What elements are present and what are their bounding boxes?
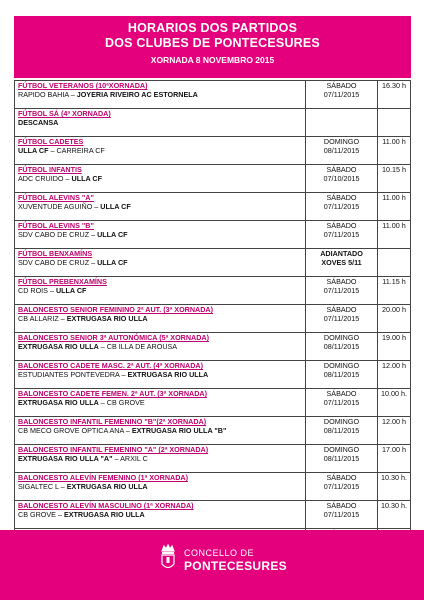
match-day: DOMINGO bbox=[323, 417, 360, 426]
table-row bbox=[15, 137, 411, 165]
team-name-highlight: EXTRUGASA RIO ULLA "A" bbox=[18, 454, 113, 463]
team-name: XUVENTUDE AGUIÑO – bbox=[18, 202, 101, 211]
match-date: 08/11/2015 bbox=[323, 454, 360, 463]
team-name: – CB ILLA DE AROUSA bbox=[98, 342, 178, 351]
team-name-highlight: EXTRUGASA RIO ULLA bbox=[18, 342, 99, 351]
match-teams bbox=[18, 118, 302, 127]
match-time: 17.00 h bbox=[378, 445, 411, 473]
match-teams bbox=[18, 286, 302, 295]
match-day: SÁBADO bbox=[326, 165, 357, 174]
competition-label: FÚTBOL ALEVINS "B" bbox=[18, 221, 94, 230]
match-teams bbox=[18, 398, 302, 407]
match-teams bbox=[18, 482, 302, 491]
team-name-highlight: ULLA CF bbox=[55, 286, 87, 295]
table-row bbox=[15, 81, 411, 109]
match-cell bbox=[15, 193, 306, 221]
match-time: 12.00 h bbox=[378, 361, 411, 389]
municipal-crest-icon bbox=[158, 542, 178, 572]
competition-label: BALONCESTO CADETE FEMEN. 2ª AUT. (3ª XORNADA) bbox=[18, 389, 208, 398]
match-date: 08/11/2015 bbox=[323, 370, 360, 379]
match-date: 08/11/2015 bbox=[323, 342, 360, 351]
table-row bbox=[15, 389, 411, 417]
match-time bbox=[378, 109, 411, 137]
header-title-line1: HORARIOS DOS PARTIDOS bbox=[127, 21, 298, 35]
team-name-highlight: EXTRUGASA RIO ULLA bbox=[18, 398, 99, 407]
match-time: 11.00 h bbox=[378, 193, 411, 221]
match-day: SÁBADO bbox=[326, 305, 357, 314]
competition-label: FÚTBOL INFANTIS bbox=[18, 165, 82, 174]
date-cell bbox=[306, 417, 378, 445]
competition-label: BALONCESTO SENIOR 3ª AUTONÓMICA (5ª XORNADA) bbox=[18, 333, 210, 342]
header-title-line2: DOS CLUBES DE PONTECESURES bbox=[105, 36, 320, 50]
team-name: SDV CABO DE CRUZ – bbox=[18, 230, 98, 239]
team-name: RAPIDO BAHIA – bbox=[18, 90, 77, 99]
match-cell bbox=[15, 473, 306, 501]
table-row bbox=[15, 193, 411, 221]
match-cell bbox=[15, 333, 306, 361]
match-day: SÁBADO bbox=[326, 277, 357, 286]
competition-label: BALONCESTO INFANTIL FEMENINO "B"(2ª XORNADA) bbox=[18, 417, 207, 426]
team-name-highlight: ULLA CF bbox=[97, 258, 128, 267]
match-time: 11.15 h bbox=[378, 277, 411, 305]
team-name-highlight: EXTRUGASA RIO ULLA bbox=[66, 482, 148, 491]
date-cell bbox=[306, 501, 378, 529]
match-teams bbox=[18, 258, 302, 267]
match-teams bbox=[18, 342, 302, 351]
team-name-highlight: EXTRUGASA RIO ULLA "B" bbox=[131, 426, 227, 435]
competition-label: BALONCESTO INFANTIL FEMENINO "A" (2ª XORNADA) bbox=[18, 445, 209, 454]
table-row bbox=[15, 501, 411, 529]
table-row bbox=[15, 417, 411, 445]
team-name: ADC CRUIDO – bbox=[18, 174, 72, 183]
table-row bbox=[15, 165, 411, 193]
match-teams bbox=[18, 146, 302, 155]
team-name: – CARREIRA CF bbox=[48, 146, 105, 155]
match-date: XOVES 5/11 bbox=[321, 258, 362, 267]
table-row bbox=[15, 333, 411, 361]
footer-line2: PONTECESURES bbox=[184, 559, 287, 573]
date-cell bbox=[306, 137, 378, 165]
match-teams bbox=[18, 454, 302, 463]
match-teams bbox=[18, 90, 302, 99]
date-cell bbox=[306, 445, 378, 473]
table-row bbox=[15, 277, 411, 305]
match-cell bbox=[15, 361, 306, 389]
match-date: 07/11/2015 bbox=[323, 90, 360, 99]
date-cell bbox=[306, 389, 378, 417]
table-row bbox=[15, 445, 411, 473]
competition-label: FÚTBOL ALEVINS "A" bbox=[18, 193, 94, 202]
match-cell bbox=[15, 501, 306, 529]
match-time: 16.30 h bbox=[378, 81, 411, 109]
team-name: – ARXIL C bbox=[112, 454, 148, 463]
match-time: 10.15 h bbox=[378, 165, 411, 193]
table-row bbox=[15, 249, 411, 277]
match-cell bbox=[15, 305, 306, 333]
match-day: DOMINGO bbox=[323, 333, 360, 342]
match-date: 07/11/2015 bbox=[323, 286, 360, 295]
table-row bbox=[15, 109, 411, 137]
match-date: 07/11/2015 bbox=[323, 314, 360, 323]
team-name: – CB GROVE bbox=[98, 398, 145, 407]
date-cell bbox=[306, 193, 378, 221]
match-teams bbox=[18, 314, 302, 323]
match-day: DOMINGO bbox=[323, 137, 360, 146]
match-date: 08/11/2015 bbox=[323, 426, 360, 435]
match-cell bbox=[15, 81, 306, 109]
match-day: SÁBADO bbox=[326, 81, 357, 90]
date-cell bbox=[306, 361, 378, 389]
date-cell bbox=[306, 473, 378, 501]
competition-label: FÚTBOL SÁ (4ª XORNADA) bbox=[18, 109, 111, 118]
match-date: 07/11/2015 bbox=[323, 398, 360, 407]
match-day: DOMINGO bbox=[323, 361, 360, 370]
match-time: 11.00 h bbox=[378, 137, 411, 165]
match-day: SÁBADO bbox=[326, 193, 357, 202]
team-name-highlight: ULLA CF bbox=[97, 230, 128, 239]
team-name: CB ALLARIZ – bbox=[18, 314, 67, 323]
team-name: ESTUDIANTES PONTEVEDRA – bbox=[18, 370, 128, 379]
team-name: CB MECO GROVE OPTICA ANA – bbox=[18, 426, 132, 435]
match-date: 07/11/2015 bbox=[323, 482, 360, 491]
team-name-highlight: ULLA CF bbox=[18, 146, 49, 155]
table-row bbox=[15, 221, 411, 249]
team-name-highlight: EXTRUGASA RIO ULLA bbox=[66, 314, 148, 323]
competition-label: BALONCESTO ALEVÍN MASCULINO (1ª XORNADA) bbox=[18, 501, 194, 510]
match-cell bbox=[15, 137, 306, 165]
team-name-highlight: JOYERIA RIVEIRO AC ESTORNELA bbox=[76, 90, 198, 99]
date-cell bbox=[306, 333, 378, 361]
competition-label: FÚTBOL BENXAMÍNS bbox=[18, 249, 93, 258]
header-subtitle: XORNADA 8 NOVEMBRO 2015 bbox=[150, 55, 275, 65]
match-cell bbox=[15, 249, 306, 277]
date-cell bbox=[306, 277, 378, 305]
match-day: SÁBADO bbox=[326, 221, 357, 230]
team-name-highlight: EXTRUGASA RIO ULLA bbox=[63, 510, 145, 519]
team-name: CD ROIS – bbox=[18, 286, 56, 295]
match-cell bbox=[15, 277, 306, 305]
footer-text bbox=[184, 548, 287, 573]
footer-banner bbox=[0, 530, 424, 600]
table-row bbox=[15, 305, 411, 333]
date-cell bbox=[306, 221, 378, 249]
match-cell bbox=[15, 389, 306, 417]
page-header bbox=[14, 16, 411, 78]
match-day: SÁBADO bbox=[326, 473, 357, 482]
match-time bbox=[378, 249, 411, 277]
date-cell bbox=[306, 81, 378, 109]
match-teams bbox=[18, 510, 302, 519]
match-day: SÁBADO bbox=[326, 389, 357, 398]
team-name: SIGALTEC L – bbox=[18, 482, 67, 491]
team-name-highlight: DESCANSA bbox=[18, 118, 59, 127]
match-teams bbox=[18, 202, 302, 211]
match-day: DOMINGO bbox=[323, 445, 360, 454]
match-date: 07/10/2015 bbox=[323, 174, 360, 183]
match-time: 10.30 h. bbox=[378, 501, 411, 529]
match-time: 20.00 h bbox=[378, 305, 411, 333]
competition-label: BALONCESTO SENIOR FEMININO 2ª AUT. (3ª XORNADA) bbox=[18, 305, 214, 314]
match-day: SÁBADO bbox=[326, 501, 357, 510]
match-time: 11.00 h bbox=[378, 221, 411, 249]
match-date: 08/11/2015 bbox=[323, 146, 360, 155]
match-teams bbox=[18, 174, 302, 183]
competition-label: FÚTBOL CADETES bbox=[18, 137, 84, 146]
match-cell bbox=[15, 417, 306, 445]
footer-line1: CONCELLO DE bbox=[184, 548, 255, 558]
match-cell bbox=[15, 165, 306, 193]
match-time: 10.00 h. bbox=[378, 389, 411, 417]
match-teams bbox=[18, 230, 302, 239]
table-row bbox=[15, 473, 411, 501]
competition-label: BALONCESTO ALEVÍN FEMENINO (1ª XORNADA) bbox=[18, 473, 188, 482]
team-name: CB GROVE – bbox=[18, 510, 64, 519]
competition-label: BALONCESTO CADETE MASC. 2ª AUT. (4ª XORNADA) bbox=[18, 361, 204, 370]
match-teams bbox=[18, 370, 302, 379]
match-cell bbox=[15, 221, 306, 249]
match-date: 07/11/2015 bbox=[323, 510, 360, 519]
match-time: 12.00 h bbox=[378, 417, 411, 445]
team-name-highlight: EXTRUGASA RIO ULLA bbox=[127, 370, 209, 379]
date-cell bbox=[306, 305, 378, 333]
match-date: 07/11/2015 bbox=[323, 202, 360, 211]
date-cell bbox=[306, 165, 378, 193]
competition-label: FÚTBOL VETERANOS (10ªXORNADA) bbox=[18, 81, 148, 90]
table-row bbox=[15, 361, 411, 389]
match-time: 19.00 h bbox=[378, 333, 411, 361]
match-date: 07/11/2015 bbox=[323, 230, 360, 239]
team-name: SDV CABO DE CRUZ – bbox=[18, 258, 98, 267]
team-name-highlight: ULLA CF bbox=[71, 174, 102, 183]
match-cell bbox=[15, 109, 306, 137]
match-teams bbox=[18, 426, 302, 435]
match-time: 10.30 h. bbox=[378, 473, 411, 501]
schedule-table bbox=[14, 80, 411, 557]
competition-label: FÚTBOL PREBENXAMÍNS bbox=[18, 277, 107, 286]
team-name-highlight: ULLA CF bbox=[100, 202, 131, 211]
match-cell bbox=[15, 445, 306, 473]
date-cell bbox=[306, 109, 378, 137]
date-cell bbox=[306, 249, 378, 277]
match-day: ADIANTADO bbox=[320, 249, 363, 258]
